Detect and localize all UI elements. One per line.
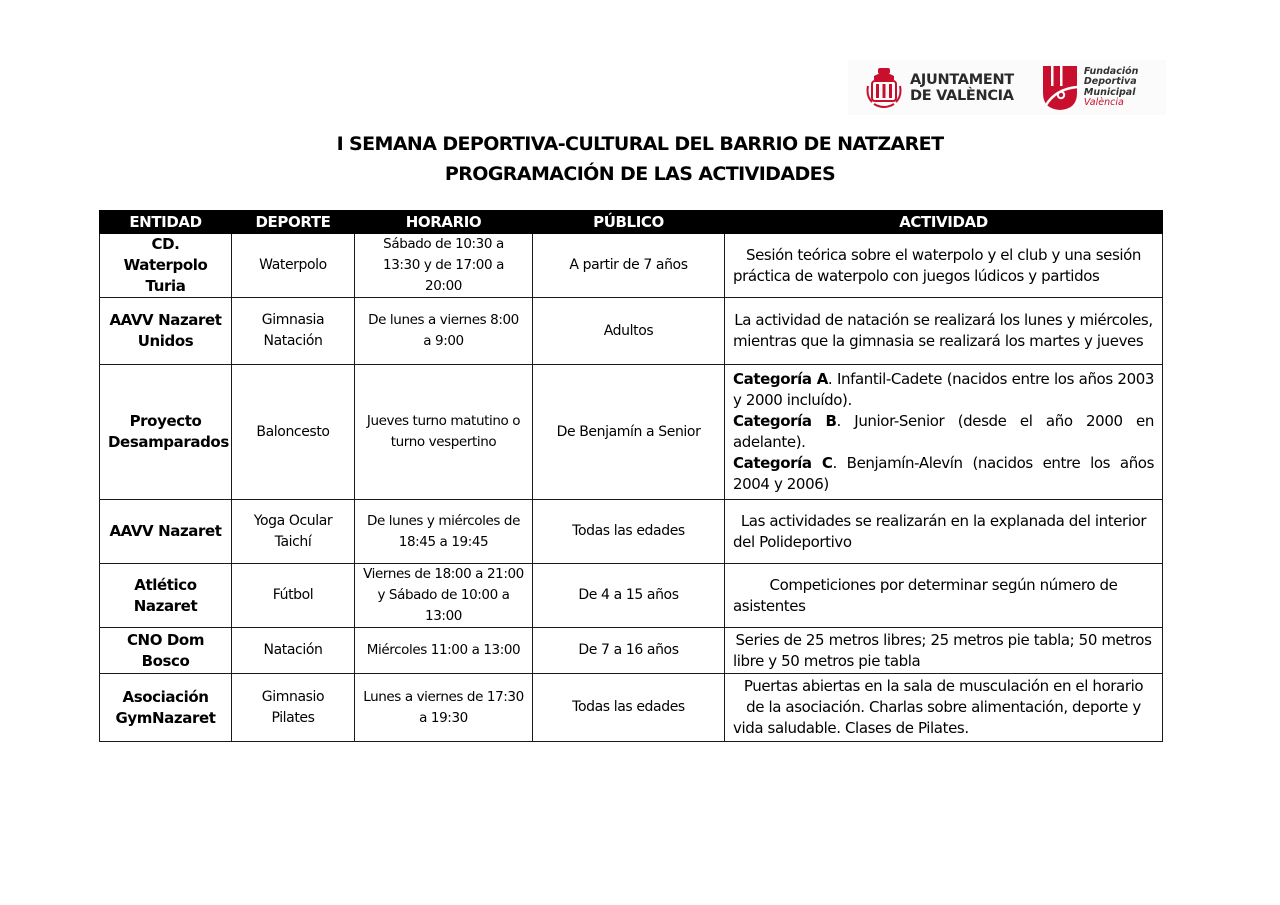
categoria-b-label: Categoría B xyxy=(733,412,837,430)
cell-publico: Adultos xyxy=(533,298,725,365)
ajuntament-line2: DE VALÈNCIA xyxy=(910,87,1014,104)
fundacion-line1: Fundación xyxy=(1083,65,1139,77)
header-horario: HORARIO xyxy=(355,211,533,234)
table-header-row xyxy=(100,211,1163,234)
cell-deporte: Yoga Ocular Taichí xyxy=(232,500,355,564)
categoria-b-text: . Junior-Senior (desde el año 2000 en adelante). xyxy=(733,412,1154,451)
ajuntament-line1: AJUNTAMENT xyxy=(910,71,1014,88)
cell-horario: Sábado de 10:30 a 13:30 y de 17:00 a 20:00 xyxy=(355,234,533,298)
table-row xyxy=(100,365,1163,500)
table-row xyxy=(100,298,1163,365)
cell-actividad: Competiciones por determinar según número de asistentes xyxy=(725,564,1163,628)
cell-publico: De Benjamín a Senior xyxy=(533,365,725,500)
categoria-c-label: Categoría C xyxy=(733,454,833,472)
cell-actividad xyxy=(725,365,1163,500)
cell-publico: Todas las edades xyxy=(533,674,725,742)
table-row xyxy=(100,234,1163,298)
cell-deporte: Gimnasia Natación xyxy=(232,298,355,365)
categoria-b xyxy=(733,411,1154,453)
cell-publico: De 7 a 16 años xyxy=(533,628,725,674)
cell-actividad: Sesión teórica sobre el waterpolo y el club y una sesión práctica de waterpolo con juegos lúdicos y partidos xyxy=(725,234,1163,298)
cell-entidad: CD. Waterpolo Turia xyxy=(100,234,232,298)
valencia-crest-icon xyxy=(866,66,902,110)
cell-actividad: La actividad de natación se realizará los lunes y miércoles, mientras que la gimnasia se realizará los martes y jueves xyxy=(725,298,1163,365)
cell-deporte: Gimnasio Pilates xyxy=(232,674,355,742)
cell-horario: De lunes y miércoles de 18:45 a 19:45 xyxy=(355,500,533,564)
cell-deporte: Baloncesto xyxy=(232,365,355,500)
cell-entidad: CNO Dom Bosco xyxy=(100,628,232,674)
fundacion-line4: València xyxy=(1083,97,1124,108)
categoria-c-text: . Benjamín-Alevín (nacidos entre los años 2004 y 2006) xyxy=(733,454,1154,493)
cell-horario: Viernes de 18:00 a 21:00 y Sábado de 10:00 a 13:00 xyxy=(355,564,533,628)
header-entidad: ENTIDAD xyxy=(100,211,232,234)
cell-publico: Todas las edades xyxy=(533,500,725,564)
cell-horario: Miércoles 11:00 a 13:00 xyxy=(355,628,533,674)
table-row xyxy=(100,674,1163,742)
header-logos xyxy=(848,60,1166,115)
fundacion-line2: Deportiva xyxy=(1083,76,1137,87)
categoria-c xyxy=(733,453,1154,495)
activities-table xyxy=(99,210,1163,742)
cell-entidad: AAVV Nazaret xyxy=(100,500,232,564)
cell-deporte: Natación xyxy=(232,628,355,674)
categoria-a xyxy=(733,369,1154,411)
header-publico: PÚBLICO xyxy=(533,211,725,234)
table-row xyxy=(100,500,1163,564)
fundacion-logo xyxy=(1042,65,1139,111)
cell-publico: A partir de 7 años xyxy=(533,234,725,298)
fdm-shield-icon xyxy=(1042,65,1078,111)
document-title: I SEMANA DEPORTIVA-CULTURAL DEL BARRIO DE NATZARET xyxy=(336,133,944,155)
categoria-a-text: . Infantil-Cadete (nacidos entre los años 2003 y 2000 incluído). xyxy=(733,370,1154,409)
cell-deporte: Fútbol xyxy=(232,564,355,628)
cell-actividad: Puertas abiertas en la sala de musculación en el horario de la asociación. Charlas sobre alimentación, deporte y vida saludable. Clases de Pilates. xyxy=(725,674,1163,742)
document-subtitle: PROGRAMACIÓN DE LAS ACTIVIDADES xyxy=(444,163,836,185)
cell-actividad: Las actividades se realizarán en la explanada del interior del Polideportivo xyxy=(725,500,1163,564)
cell-publico: De 4 a 15 años xyxy=(533,564,725,628)
cell-horario: Lunes a viernes de 17:30 a 19:30 xyxy=(355,674,533,742)
header-deporte: DEPORTE xyxy=(232,211,355,234)
table-row xyxy=(100,564,1163,628)
table-row xyxy=(100,628,1163,674)
cell-entidad: Proyecto Desamparados xyxy=(100,365,232,500)
cell-entidad: AAVV Nazaret Unidos xyxy=(100,298,232,365)
cell-horario: De lunes a viernes 8:00 a 9:00 xyxy=(355,298,533,365)
header-actividad: ACTIVIDAD xyxy=(725,211,1163,234)
categoria-a-label: Categoría A xyxy=(733,370,828,388)
cell-deporte: Waterpolo xyxy=(232,234,355,298)
cell-actividad: Series de 25 metros libres; 25 metros pie tabla; 50 metros libre y 50 metros pie tabla xyxy=(725,628,1163,674)
ajuntament-logo xyxy=(866,66,1014,110)
cell-entidad: Atlético Nazaret xyxy=(100,564,232,628)
cell-horario: Jueves turno matutino o turno vespertino xyxy=(355,365,533,500)
cell-entidad: Asociación GymNazaret xyxy=(100,674,232,742)
fundacion-line3: Municipal xyxy=(1083,86,1136,98)
